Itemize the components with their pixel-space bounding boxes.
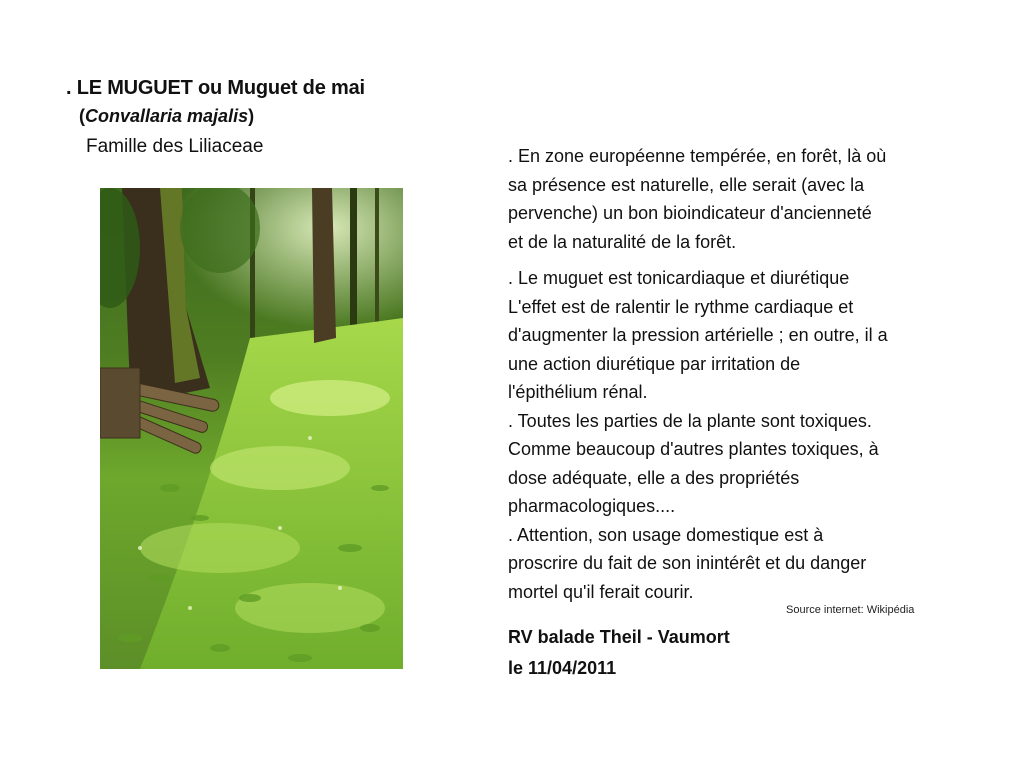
signature-walk: RV balade Theil - Vaumort — [508, 627, 730, 647]
signature — [508, 622, 730, 684]
latin-name-italic: Convallaria majalis — [85, 106, 249, 126]
text-line: proscrire du fait de son inintérêt et du danger — [508, 553, 867, 573]
text-line: . Toutes les parties de la plante sont toxiques. — [508, 410, 872, 431]
text-line: dose adéquate, elle a des propriétés — [508, 467, 800, 488]
text-line: d'augmenter la pression artérielle ; en outre, il a — [508, 325, 888, 345]
text-line: mortel qu'il ferait courir. — [508, 581, 694, 602]
text-line: et de la naturalité de la forêt. — [508, 231, 737, 252]
text-line: . Le muguet est tonicardiaque et diurétique — [508, 268, 850, 288]
forest-photo — [100, 188, 403, 669]
paragraph-habitat — [508, 142, 958, 256]
description-text — [508, 142, 958, 606]
signature-date: le 11/04/2011 — [508, 658, 617, 678]
text-line: une action diurétique par irritation de — [508, 353, 801, 374]
text-line: pharmacologiques.... — [508, 496, 676, 516]
forest-photo-illustration — [100, 188, 403, 669]
page-title: . LE MUGUET ou Muguet de mai — [66, 77, 365, 99]
text-line: L'effet est de ralentir le rythme cardiaque et — [508, 296, 854, 317]
text-line: . Attention, son usage domestique est à — [508, 524, 824, 545]
text-line: . En zone européenne tempérée, en forêt, là où — [508, 146, 887, 166]
text-line: sa présence est naturelle, elle serait (avec la — [508, 174, 865, 195]
source-credit: Source internet: Wikipédia — [786, 604, 915, 616]
paragraph-properties — [508, 264, 958, 606]
text-line: l'épithélium rénal. — [508, 382, 648, 402]
text-line: Comme beaucoup d'autres plantes toxiques, à — [508, 439, 879, 459]
text-line: pervenche) un bon bioindicateur d'ancienneté — [508, 203, 872, 223]
latin-name: (Convallaria majalis) — [79, 106, 255, 126]
plant-family: Famille des Liliaceae — [86, 136, 264, 157]
